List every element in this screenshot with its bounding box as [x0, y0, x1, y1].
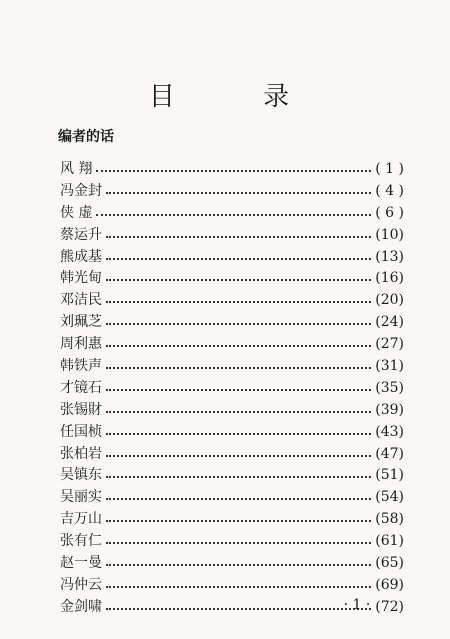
toc-entry [60, 267, 404, 289]
toc-entry-name: 熊成基 [60, 248, 102, 265]
toc-entry [60, 180, 404, 202]
toc-entry-page: (39) [375, 401, 404, 418]
toc-dot-leader [106, 586, 371, 588]
toc-entry-name: 蔡运升 [60, 226, 102, 243]
toc-entry-name: 韩铁声 [60, 357, 102, 374]
toc-dot-leader [106, 455, 371, 457]
toc-entry [60, 158, 404, 180]
toc-entry-name: 才镜石 [60, 379, 102, 396]
toc-entry-name: 冯仲云 [60, 576, 102, 593]
toc-entry-name: 吴丽实 [60, 489, 102, 506]
toc-entry-page: (16) [375, 270, 404, 287]
toc-entry [60, 333, 404, 355]
toc-dot-leader [106, 520, 371, 522]
toc-dot-leader [106, 542, 371, 544]
toc-dot-leader [106, 323, 371, 325]
toc-entry [60, 224, 404, 246]
toc-entry [60, 289, 404, 311]
toc-entry-name: 风 翔 [60, 160, 93, 177]
editor-note-heading: 编者的话 [58, 129, 114, 145]
toc-entry-name: 吉万山 [60, 511, 102, 528]
toc-dot-leader [96, 170, 371, 172]
toc-entry-name: 金剑啸 [60, 598, 102, 615]
toc-entry [60, 399, 404, 421]
toc-entry [60, 530, 404, 552]
toc-entry-name: 任国桢 [60, 423, 102, 440]
toc-entry-name: 侠 虚 [60, 204, 93, 221]
toc-entry [60, 311, 404, 333]
toc-dot-leader [106, 301, 371, 303]
toc-entry [60, 508, 404, 530]
toc-entry [60, 552, 404, 574]
toc-dot-leader [106, 236, 371, 238]
toc-entry-page: (51) [375, 467, 404, 484]
toc-entry-name: 吴镇东 [60, 467, 102, 484]
toc-entry-page: (10) [375, 226, 404, 243]
toc-entry-page: (20) [375, 292, 404, 309]
toc-entry-page: (27) [375, 336, 404, 353]
toc-entry-page: ( 1 ) [375, 160, 404, 177]
page-number: · 1 · [343, 597, 371, 613]
toc-entry [60, 377, 404, 399]
toc-entry-page: (58) [375, 511, 404, 528]
toc-entry-name: 张有仁 [60, 533, 102, 550]
toc-entry-name: 刘珮芝 [60, 314, 102, 331]
toc-entry-name: 张锡財 [60, 401, 102, 418]
toc-entry-page: (24) [375, 314, 404, 331]
toc-dot-leader [106, 476, 371, 478]
toc-entry [60, 202, 404, 224]
toc-entry [60, 574, 404, 596]
toc-entry-name: 周利惠 [60, 336, 102, 353]
toc-entry [60, 355, 404, 377]
toc-entry-page: (47) [375, 445, 404, 462]
toc-entry-page: (65) [375, 554, 404, 571]
toc-entry [60, 443, 404, 465]
toc-dot-leader [106, 564, 371, 566]
toc-entry-page: (72) [375, 598, 404, 615]
toc-entry [60, 246, 404, 268]
toc-entry [60, 486, 404, 508]
toc-entry [60, 421, 404, 443]
toc-dot-leader [106, 433, 371, 435]
table-of-contents [60, 158, 404, 618]
toc-entry-page: (13) [375, 248, 404, 265]
toc-dot-leader [106, 367, 371, 369]
toc-entry-page: (31) [375, 357, 404, 374]
toc-entry [60, 464, 404, 486]
toc-entry-page: (69) [375, 576, 404, 593]
toc-entry-page: (43) [375, 423, 404, 440]
toc-entry-page: (54) [375, 489, 404, 506]
toc-dot-leader [106, 192, 371, 194]
toc-entry-name: 赵一曼 [60, 554, 102, 571]
toc-entry-name: 邓洁民 [60, 292, 102, 309]
toc-dot-leader [106, 279, 371, 281]
toc-entry-name: 冯金封 [60, 182, 102, 199]
toc-entry-name: 张柏岩 [60, 445, 102, 462]
toc-entry-page: (61) [375, 533, 404, 550]
toc-dot-leader [106, 498, 371, 500]
toc-dot-leader [96, 214, 371, 216]
toc-dot-leader [106, 345, 371, 347]
toc-entry-page: ( 6 ) [375, 204, 404, 221]
toc-dot-leader [106, 411, 371, 413]
page-title: 目 录 [148, 82, 330, 112]
toc-entry-name: 韩光甸 [60, 270, 102, 287]
toc-entry-page: ( 4 ) [375, 182, 404, 199]
toc-dot-leader [106, 389, 371, 391]
toc-dot-leader [106, 258, 371, 260]
toc-entry-page: (35) [375, 379, 404, 396]
